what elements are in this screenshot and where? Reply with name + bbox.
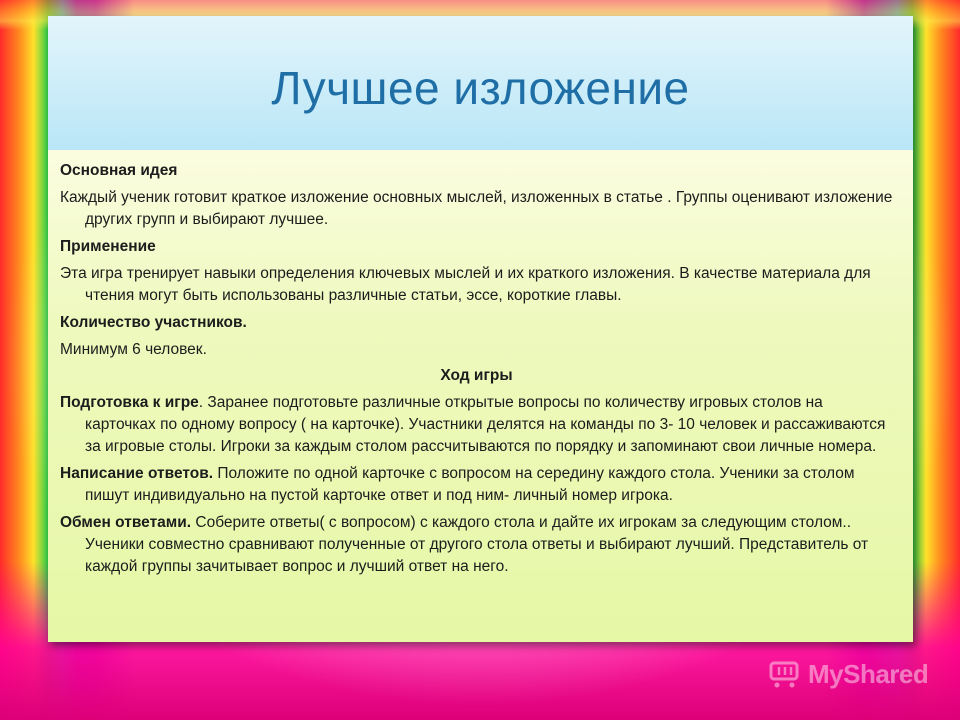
slide-title: Лучшее изложение	[271, 62, 690, 114]
idea-text: Каждый ученик готовит краткое изложение основных мыслей, изложенных в статье . Группы оценивают изложение других групп и выбирают лучшее.	[60, 189, 893, 228]
game-heading: Ход игры	[440, 367, 513, 384]
participants-heading: Количество участников.	[60, 314, 247, 331]
application-heading: Применение	[60, 238, 156, 255]
writing-paragraph	[60, 463, 893, 507]
title-band	[48, 16, 913, 150]
cart-icon	[768, 659, 802, 689]
writing-label: Написание ответов.	[60, 465, 214, 482]
idea-heading: Основная идея	[60, 162, 178, 179]
prep-label: Подготовка к игре	[60, 394, 199, 411]
exchange-label: Обмен ответами.	[60, 514, 192, 531]
watermark-text: MyShared	[808, 658, 929, 689]
slide-content	[48, 150, 913, 642]
prep-text: . Заранее подготовьте различные открытые вопросы по количеству игровых столов на карточках по одному вопросу ( на карточке). Участники делятся на команды по 3- 10 человек и рассаживаются за игровые столы. Игроки за каждым столом рассчитываются по порядку и запоминают свои личные номера.	[85, 394, 886, 455]
exchange-paragraph	[60, 512, 893, 578]
participants-text: Минимум 6 человек.	[60, 341, 207, 358]
writing-text: Положите по одной карточке с вопросом на середину каждого стола. Ученики за столом пишут индивидуально на пустой карточке ответ и под ним- личный номер игрока.	[85, 465, 855, 504]
slide-panel	[48, 16, 913, 642]
prep-paragraph	[60, 392, 893, 458]
application-text: Эта игра тренирует навыки определения ключевых мыслей и их краткого изложения. В качестве материала для чтения могут быть использованы различные статьи, эссе, короткие главы.	[60, 265, 871, 304]
myshared-watermark	[768, 657, 928, 691]
exchange-text: Соберите ответы( с вопросом) с каждого стола и дайте их игрокам за следующим столом.. Ученики совместно сравнивают полученные от другого стола ответы и выбирают лучший. Представитель от каждой группы зачитывает вопрос и лучший ответ на него.	[85, 514, 869, 575]
